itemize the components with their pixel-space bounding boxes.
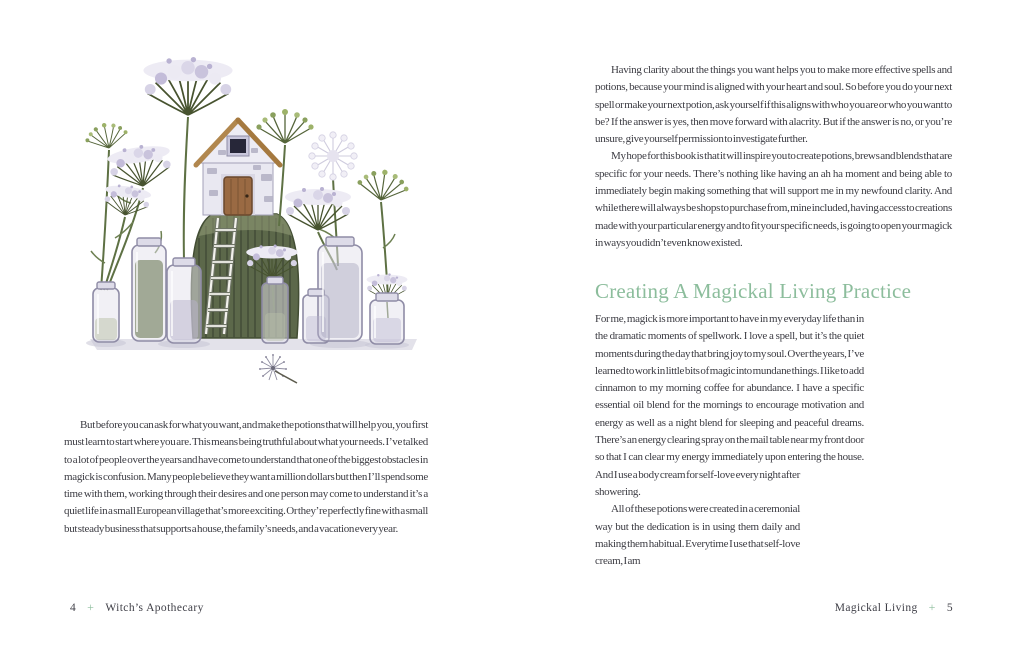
- body-paragraph-3: For me, magick is more important to have in my everyday life than in the dramatic moments of spellwork. I love a spell, but it’s the quiet moments during the day that bring joy to my soul. Over the years, I’ve learned to work in little bits of magic into mundane things. I like to add cinnamon to my morning coffee for abundance. I have a specific essential oil blend for the mornings to encourage motivation and energy as well as a night blend for sleeping and peaceful dreams. There’s an energy clearing spray on the mail table near my front door so that I can clear my energy immediately upon entering the house. And I use a body cream for self-love every night after showering.: [595, 311, 952, 501]
- footer-plus-icon: +: [87, 600, 95, 614]
- cottage-jars-illustration: [85, 38, 425, 388]
- body-paragraph-2: My hope for this book is that it will inspire you to create potions, brews and blends that are specific for your needs. There’s nothing like having an ah ha moment and being able to immediately begin making something that will support me in my newfound clarity. And while there will always be shops to purchase from, mine included, having access to creations made with your particular energy and to fit your specific needs, is going to open your magick in ways you didn’t even know existed.: [595, 150, 952, 249]
- practice-text-block: [595, 311, 952, 608]
- left-text-block: [64, 417, 428, 538]
- page-number-left: 4: [70, 602, 77, 614]
- footer-plus-icon: +: [928, 600, 936, 614]
- can-wrap-spacer: [800, 468, 952, 608]
- right-page: [512, 0, 1024, 658]
- left-footer: [70, 600, 204, 615]
- section-heading: Creating A Magickal Living Practice: [595, 279, 912, 303]
- chapter-footer: Magickal Living: [834, 602, 918, 614]
- right-text-block: [595, 62, 952, 252]
- page-number-right: 5: [946, 602, 953, 614]
- book-title-footer: Witch’s Apothecary: [105, 602, 204, 614]
- flower-wrap-spacer: [864, 311, 952, 468]
- body-paragraph-1: Having clarity about the things you want helps you to make more effective spells and potions, because your mind is aligned with your heart and soul. So before you do your next spell or make your next potion, ask yourself if this aligns with who you are or who you want to be? If the answer is yes, then move forward with alacrity. But if the answer is no, or you’re unsure, give yourself permission to investigate further.: [595, 64, 952, 146]
- right-footer: [835, 600, 953, 615]
- left-body-paragraph: But before you can ask for what you want, and make the potions that will help you, you first must learn to start where you are. This means being truthful about what your needs. I’ve talked to a lot of people over the years and have come to understand that one of the biggest obstacles in magick is confusion. Many people believe they want a million dollars but then I’ll spend some time with them, working through their desires and one person may come to understand it’s a quiet life in a small European village that’s more exciting. Or they’re perfectly fine with a small but steady business that supports a house, the family’s needs, and a vacation every year.: [64, 419, 428, 535]
- body-paragraph-4: All of these potions were created in a ceremonial way but the dedication is in using them daily and making them habitual. Everytime I use that self-love cream, I am: [595, 503, 800, 568]
